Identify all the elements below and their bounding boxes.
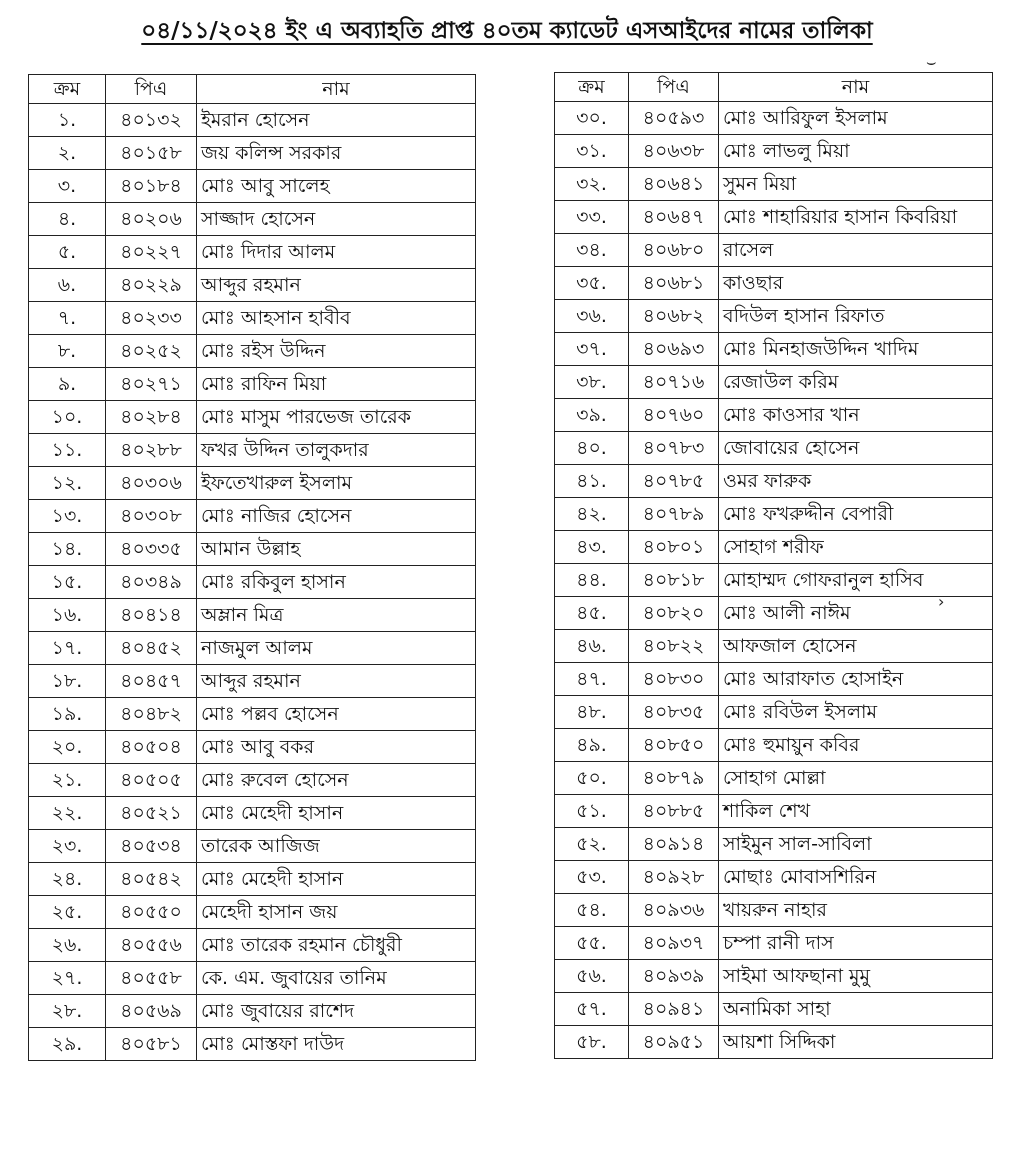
cadet-list-table-right xyxy=(554,72,993,1059)
pa-number-cell: ৪০৯১৪ xyxy=(629,828,719,861)
table-row xyxy=(29,533,476,566)
name-cell: মোঃ জুবায়ের রাশেদ xyxy=(197,995,476,1028)
pa-number-cell: ৪০৫০৫ xyxy=(106,764,197,797)
serial-cell: ৫৫. xyxy=(555,927,629,960)
pa-number-cell: ৪০৮০১ xyxy=(629,531,719,564)
name-cell: মোঃ লাভলু মিয়া xyxy=(719,135,993,168)
serial-cell: ৫. xyxy=(29,236,106,269)
name-cell: মোঃ নাজির হোসেন xyxy=(197,500,476,533)
pen-mark: › xyxy=(938,592,945,611)
name-cell: জয় কলিন্স সরকার xyxy=(197,137,476,170)
serial-cell: ১৩. xyxy=(29,500,106,533)
header-name: নাম xyxy=(719,73,993,102)
serial-cell: ১৭. xyxy=(29,632,106,665)
table-row xyxy=(29,863,476,896)
pa-number-cell: ৪০২৫২ xyxy=(106,335,197,368)
table-row xyxy=(29,995,476,1028)
name-cell: সোহাগ মোল্লা xyxy=(719,762,993,795)
table-row xyxy=(555,828,993,861)
table-row xyxy=(555,630,993,663)
pa-number-cell: ৪০৩৪৯ xyxy=(106,566,197,599)
serial-cell: ৩৪. xyxy=(555,234,629,267)
pa-number-cell: ৪০৫৩৪ xyxy=(106,830,197,863)
name-cell: বদিউল হাসান রিফাত xyxy=(719,300,993,333)
name-cell: মোঃ পল্লব হোসেন xyxy=(197,698,476,731)
serial-cell: ১৫. xyxy=(29,566,106,599)
serial-cell: ২০. xyxy=(29,731,106,764)
serial-cell: ২৩. xyxy=(29,830,106,863)
pa-number-cell: ৪০৭৮৯ xyxy=(629,498,719,531)
name-cell: মোঃ রাফিন মিয়া xyxy=(197,368,476,401)
serial-cell: ২২. xyxy=(29,797,106,830)
serial-cell: ৪০. xyxy=(555,432,629,465)
name-cell: মোহাম্মদ গোফরানুল হাসিব xyxy=(719,564,993,597)
name-cell: মোঃ রইস উদ্দিন xyxy=(197,335,476,368)
table-row xyxy=(555,960,993,993)
table-row xyxy=(555,531,993,564)
serial-cell: ২৬. xyxy=(29,929,106,962)
table-row xyxy=(29,368,476,401)
table-row xyxy=(555,300,993,333)
table-row xyxy=(29,698,476,731)
serial-cell: ১২. xyxy=(29,467,106,500)
table-row xyxy=(555,663,993,696)
pa-number-cell: ৪০৯৩৬ xyxy=(629,894,719,927)
pa-number-cell: ৪০১৮৪ xyxy=(106,170,197,203)
page-title-text: ০৪/১১/২০২৪ ইং এ অব্যাহতি প্রাপ্ত ৪০তম ক্যাডেট এসআইদের নামের তালিকা xyxy=(141,18,873,44)
pa-number-cell: ৪০১৩২ xyxy=(106,104,197,137)
table-row xyxy=(555,399,993,432)
serial-cell: ৪. xyxy=(29,203,106,236)
name-cell: ফখর উদ্দিন তালুকদার xyxy=(197,434,476,467)
serial-cell: ৫২. xyxy=(555,828,629,861)
table-row xyxy=(555,564,993,597)
pa-number-cell: ৪০২২৯ xyxy=(106,269,197,302)
name-cell: মোঃ রবিউল ইসলাম xyxy=(719,696,993,729)
pa-number-cell: ৪০৫৮১ xyxy=(106,1028,197,1061)
table-row xyxy=(29,269,476,302)
serial-cell: ২৪. xyxy=(29,863,106,896)
header-pa: পিএ xyxy=(106,75,197,104)
name-cell: মোঃ মেহেদী হাসান xyxy=(197,797,476,830)
table-row xyxy=(29,797,476,830)
name-cell: মোঃ মেহেদী হাসান xyxy=(197,863,476,896)
name-cell: খায়রুন নাহার xyxy=(719,894,993,927)
pa-number-cell: ৪০৫৫৬ xyxy=(106,929,197,962)
name-cell: মোঃ কাওসার খান xyxy=(719,399,993,432)
serial-cell: ৪৩. xyxy=(555,531,629,564)
pa-number-cell: ৪০৮৮৫ xyxy=(629,795,719,828)
name-cell: নাজমুল আলম xyxy=(197,632,476,665)
header-pa: পিএ xyxy=(629,73,719,102)
name-cell: মোঃ মিনহাজউদ্দিন খাদিম xyxy=(719,333,993,366)
name-cell: মোঃ আবু বকর xyxy=(197,731,476,764)
table-row xyxy=(555,762,993,795)
pa-number-cell: ৪০২০৬ xyxy=(106,203,197,236)
table-row xyxy=(29,896,476,929)
pa-number-cell: ৪০৬৮১ xyxy=(629,267,719,300)
serial-cell: ৫০. xyxy=(555,762,629,795)
pa-number-cell: ৪০৬৩৮ xyxy=(629,135,719,168)
serial-cell: ১৯. xyxy=(29,698,106,731)
header-name: নাম xyxy=(197,75,476,104)
pa-number-cell: ৪০৮৭৯ xyxy=(629,762,719,795)
pa-number-cell: ৪০৫৬৯ xyxy=(106,995,197,1028)
name-cell: মোঃ আলী নাঈম xyxy=(719,597,993,630)
pa-number-cell: ৪০৪৫২ xyxy=(106,632,197,665)
name-cell: মোঃ দিদার আলম xyxy=(197,236,476,269)
serial-cell: ১৪. xyxy=(29,533,106,566)
serial-cell: ২৯. xyxy=(29,1028,106,1061)
name-cell: তারেক আজিজ xyxy=(197,830,476,863)
serial-cell: ৩৫. xyxy=(555,267,629,300)
serial-cell: ২৮. xyxy=(29,995,106,1028)
name-cell: শাকিল শেখ xyxy=(719,795,993,828)
table-row xyxy=(555,102,993,135)
table-row xyxy=(29,467,476,500)
name-cell: জোবায়ের হোসেন xyxy=(719,432,993,465)
page-title xyxy=(0,16,1014,46)
pa-number-cell: ৪০৪৫৭ xyxy=(106,665,197,698)
pa-number-cell: ৪০৫০৪ xyxy=(106,731,197,764)
name-cell: আব্দুর রহমান xyxy=(197,269,476,302)
pa-number-cell: ৪০৪১৪ xyxy=(106,599,197,632)
pa-number-cell: ৪০৫৫০ xyxy=(106,896,197,929)
serial-cell: ৪১. xyxy=(555,465,629,498)
table-row xyxy=(29,434,476,467)
name-cell: আমান উল্লাহ xyxy=(197,533,476,566)
pa-number-cell: ৪০৬৮০ xyxy=(629,234,719,267)
table-row xyxy=(29,632,476,665)
table-row xyxy=(29,170,476,203)
table-row xyxy=(555,267,993,300)
table-row xyxy=(29,665,476,698)
pa-number-cell: ৪০২৩৩ xyxy=(106,302,197,335)
name-cell: অনামিকা সাহা xyxy=(719,993,993,1026)
serial-cell: ৭. xyxy=(29,302,106,335)
name-cell: মোঃ রুবেল হোসেন xyxy=(197,764,476,797)
name-cell: মোছাঃ মোবাসশিরিন xyxy=(719,861,993,894)
pa-number-cell: ৪০২৮৪ xyxy=(106,401,197,434)
table-row xyxy=(29,764,476,797)
table-row xyxy=(29,599,476,632)
serial-cell: ৪৮. xyxy=(555,696,629,729)
pa-number-cell: ৪০৭৮৩ xyxy=(629,432,719,465)
pa-number-cell: ৪০৮২২ xyxy=(629,630,719,663)
table-row xyxy=(555,795,993,828)
table-row xyxy=(29,500,476,533)
pa-number-cell: ৪০৮৩৫ xyxy=(629,696,719,729)
name-cell: মোঃ আহসান হাবীব xyxy=(197,302,476,335)
table-row xyxy=(555,333,993,366)
serial-cell: ৫৪. xyxy=(555,894,629,927)
serial-cell: ৬. xyxy=(29,269,106,302)
serial-cell: ৩৯. xyxy=(555,399,629,432)
table-row xyxy=(555,597,993,630)
table-row xyxy=(29,929,476,962)
name-cell: সাজ্জাদ হোসেন xyxy=(197,203,476,236)
pa-number-cell: ৪০৮৫০ xyxy=(629,729,719,762)
table-header-row xyxy=(29,75,476,104)
name-cell: রেজাউল করিম xyxy=(719,366,993,399)
table-row xyxy=(29,1028,476,1061)
table-row xyxy=(555,696,993,729)
serial-cell: ২৫. xyxy=(29,896,106,929)
pa-number-cell: ৪০২৭১ xyxy=(106,368,197,401)
table-row xyxy=(555,861,993,894)
table-row xyxy=(555,201,993,234)
pa-number-cell: ৪০৭১৬ xyxy=(629,366,719,399)
serial-cell: ৫৬. xyxy=(555,960,629,993)
pa-number-cell: ৪০১৫৮ xyxy=(106,137,197,170)
serial-cell: ৩. xyxy=(29,170,106,203)
table-row xyxy=(29,830,476,863)
serial-cell: ১১. xyxy=(29,434,106,467)
table-row xyxy=(555,729,993,762)
pa-number-cell: ৪০৬৯৩ xyxy=(629,333,719,366)
table-row xyxy=(29,566,476,599)
name-cell: ওমর ফারুক xyxy=(719,465,993,498)
name-cell: মোঃ ফখরুদ্দীন বেপারী xyxy=(719,498,993,531)
pa-number-cell: ৪০৪৮২ xyxy=(106,698,197,731)
name-cell: মোঃ শাহারিয়ার হাসান কিবরিয়া xyxy=(719,201,993,234)
name-cell: ইমরান হোসেন xyxy=(197,104,476,137)
table-row xyxy=(555,927,993,960)
pa-number-cell: ৪০৮২০ xyxy=(629,597,719,630)
pa-number-cell: ৪০৯৩৯ xyxy=(629,960,719,993)
table-row xyxy=(29,302,476,335)
name-cell: মোঃ হুমায়ুন কবির xyxy=(719,729,993,762)
pa-number-cell: ৪০২২৭ xyxy=(106,236,197,269)
name-cell: আয়শা সিদ্দিকা xyxy=(719,1026,993,1059)
table-row xyxy=(29,236,476,269)
pa-number-cell: ৪০৬৮২ xyxy=(629,300,719,333)
table-row xyxy=(555,498,993,531)
name-cell: সোহাগ শরীফ xyxy=(719,531,993,564)
table-body-left xyxy=(29,104,476,1061)
name-cell: মেহেদী হাসান জয় xyxy=(197,896,476,929)
pa-number-cell: ৪০৬৪৭ xyxy=(629,201,719,234)
serial-cell: ৩২. xyxy=(555,168,629,201)
serial-cell: ৪৭. xyxy=(555,663,629,696)
table-row xyxy=(555,135,993,168)
name-cell: মোঃ তারেক রহমান চৌধুরী xyxy=(197,929,476,962)
serial-cell: ৩৬. xyxy=(555,300,629,333)
serial-cell: ১৮. xyxy=(29,665,106,698)
table-row xyxy=(29,401,476,434)
name-cell: চম্পা রানী দাস xyxy=(719,927,993,960)
pa-number-cell: ৪০৯২৮ xyxy=(629,861,719,894)
name-cell: মোঃ মোস্তফা দাউদ xyxy=(197,1028,476,1061)
name-cell: অম্লান মিত্র xyxy=(197,599,476,632)
serial-cell: ৪৪. xyxy=(555,564,629,597)
serial-cell: ৩৭. xyxy=(555,333,629,366)
header-serial: ক্রম xyxy=(555,73,629,102)
table-row xyxy=(555,234,993,267)
serial-cell: ৯. xyxy=(29,368,106,401)
serial-cell: ৪৬. xyxy=(555,630,629,663)
pa-number-cell: ৪০৫২১ xyxy=(106,797,197,830)
pa-number-cell: ৪০৯৩৭ xyxy=(629,927,719,960)
table-row xyxy=(555,1026,993,1059)
name-cell: সাইমুন সাল-সাবিলা xyxy=(719,828,993,861)
table-row xyxy=(555,894,993,927)
serial-cell: ২. xyxy=(29,137,106,170)
pa-number-cell: ৪০৫৫৮ xyxy=(106,962,197,995)
name-cell: মোঃ আবু সালেহ xyxy=(197,170,476,203)
name-cell: সুমন মিয়া xyxy=(719,168,993,201)
name-cell: মোঃ আরিফুল ইসলাম xyxy=(719,102,993,135)
pa-number-cell: ৪০৮১৮ xyxy=(629,564,719,597)
serial-cell: ১৬. xyxy=(29,599,106,632)
table-row xyxy=(555,366,993,399)
serial-cell: ৮. xyxy=(29,335,106,368)
pa-number-cell: ৪০৩০৮ xyxy=(106,500,197,533)
pa-number-cell: ৪০৯৫১ xyxy=(629,1026,719,1059)
serial-cell: ৫৩. xyxy=(555,861,629,894)
pa-number-cell: ৪০৭৬০ xyxy=(629,399,719,432)
serial-cell: ৪৫. xyxy=(555,597,629,630)
pa-number-cell: ৪০৩০৬ xyxy=(106,467,197,500)
serial-cell: ২৭. xyxy=(29,962,106,995)
name-cell: ইফতেখারুল ইসলাম xyxy=(197,467,476,500)
pa-number-cell: ৪০৬৪১ xyxy=(629,168,719,201)
serial-cell: ২১. xyxy=(29,764,106,797)
table-row xyxy=(555,465,993,498)
serial-cell: ৩৩. xyxy=(555,201,629,234)
pa-number-cell: ৪০৮৩০ xyxy=(629,663,719,696)
table-row xyxy=(29,731,476,764)
table-row xyxy=(555,432,993,465)
serial-cell: ১০. xyxy=(29,401,106,434)
table-row xyxy=(555,993,993,1026)
serial-cell: ৪২. xyxy=(555,498,629,531)
name-cell: কে. এম. জুবায়ের তানিম xyxy=(197,962,476,995)
table-header-row xyxy=(555,73,993,102)
serial-cell: ১. xyxy=(29,104,106,137)
cadet-list-table-left xyxy=(28,74,476,1061)
name-cell: মোঃ আরাফাত হোসাইন xyxy=(719,663,993,696)
serial-cell: ৫৭. xyxy=(555,993,629,1026)
pa-number-cell: ৪০৫৯৩ xyxy=(629,102,719,135)
name-cell: সাইমা আফছানা মুমু xyxy=(719,960,993,993)
name-cell: মোঃ মাসুম পারভেজ তারেক xyxy=(197,401,476,434)
table-row xyxy=(29,137,476,170)
pa-number-cell: ৪০৩৩৫ xyxy=(106,533,197,566)
serial-cell: ৩৮. xyxy=(555,366,629,399)
serial-cell: ৫১. xyxy=(555,795,629,828)
header-serial: ক্রম xyxy=(29,75,106,104)
table-row xyxy=(29,335,476,368)
pa-number-cell: ৪০৯৪১ xyxy=(629,993,719,1026)
table-row xyxy=(29,962,476,995)
serial-cell: ৩০. xyxy=(555,102,629,135)
table-row xyxy=(555,168,993,201)
name-cell: মোঃ রকিবুল হাসান xyxy=(197,566,476,599)
pen-mark: ⌣ xyxy=(926,52,937,71)
serial-cell: ৩১. xyxy=(555,135,629,168)
table-body-right xyxy=(555,102,993,1059)
table-row xyxy=(29,203,476,236)
pa-number-cell: ৪০৫৪২ xyxy=(106,863,197,896)
pa-number-cell: ৪০২৮৮ xyxy=(106,434,197,467)
name-cell: রাসেল xyxy=(719,234,993,267)
pa-number-cell: ৪০৭৮৫ xyxy=(629,465,719,498)
name-cell: আব্দুর রহমান xyxy=(197,665,476,698)
serial-cell: ৫৮. xyxy=(555,1026,629,1059)
table-row xyxy=(29,104,476,137)
serial-cell: ৪৯. xyxy=(555,729,629,762)
name-cell: আফজাল হোসেন xyxy=(719,630,993,663)
name-cell: কাওছার xyxy=(719,267,993,300)
